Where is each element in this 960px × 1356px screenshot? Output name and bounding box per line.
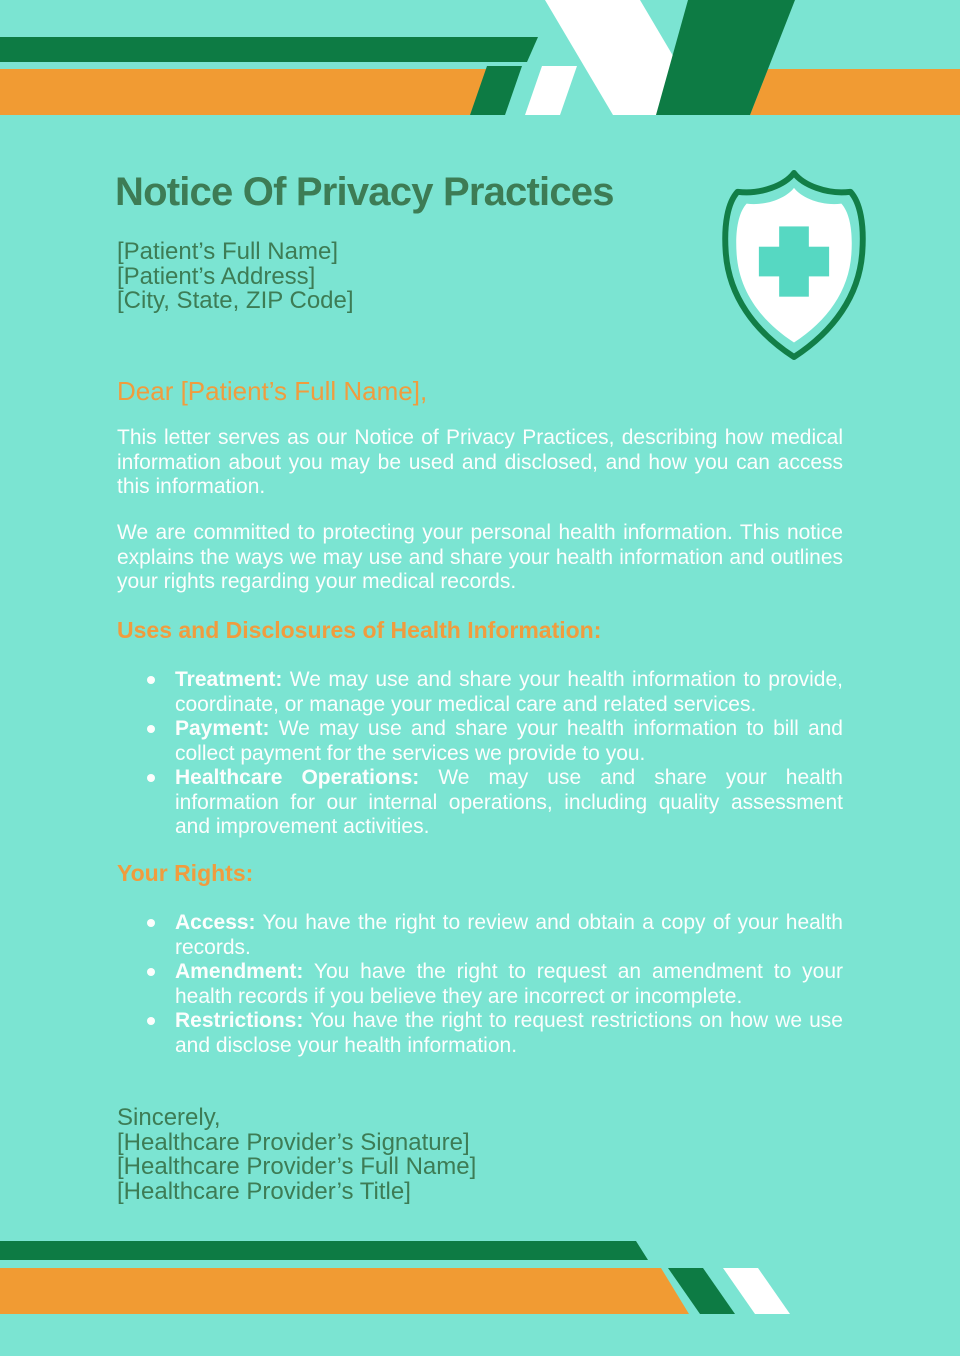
your-rights-list [117, 911, 843, 1058]
intro-paragraph-1: This letter serves as our Notice of Privacy Practices, describing how medical information about you may be used and disclosed, and how you can access this information. [117, 426, 843, 498]
list-item-payment [117, 717, 843, 766]
provider-title-line: [Healthcare Provider’s Title] [117, 1177, 411, 1205]
recipient-name-line: [Patient’s Full Name] [117, 238, 338, 265]
list-item-text: You have the right to request an amendment to your health records if you believe they are incorrect or incomplete. [175, 960, 843, 1008]
list-item-text: We may use and share your health information for our internal operations, including quality assessment and improvement activities. [175, 766, 843, 838]
top-orange-bar-right [750, 69, 960, 115]
top-banner-decoration [0, 0, 960, 116]
list-item-text: We may use and share your health information to bill and collect payment for the services we provide to you. [175, 717, 843, 765]
list-item-text: We may use and share your health information to provide, coordinate, or manage your medical care and related services. [175, 668, 844, 716]
bullet-dot [147, 676, 155, 684]
list-item-lead: Healthcare Operations: [175, 766, 420, 789]
salutation: Dear [Patient’s Full Name], [117, 376, 428, 406]
bullet-dot [147, 774, 155, 782]
list-item-lead: Restrictions: [175, 1009, 304, 1032]
list-item-lead: Payment: [175, 717, 270, 740]
section-heading-uses-disclosures: Uses and Disclosures of Health Information: [117, 617, 602, 643]
list-item-access [117, 911, 843, 960]
list-item-amendment [117, 960, 843, 1009]
intro-paragraph-2: We are committed to protecting your personal health information. This notice explains the ways we may use and share your health information and outlines your rights regarding your medical records. [117, 521, 843, 593]
top-small-white-stripe [525, 66, 577, 115]
bullet-dot [147, 968, 155, 976]
list-item-text: You have the right to review and obtain a copy of your health records. [175, 911, 843, 959]
bullet-dot [147, 919, 155, 927]
bullet-dot [147, 725, 155, 733]
valediction: Sincerely, [117, 1104, 221, 1131]
recipient-address-line: [Patient’s Address] [117, 262, 316, 290]
top-orange-bar-left [0, 69, 487, 115]
closing-block [117, 1106, 476, 1204]
list-item-lead: Treatment: [175, 668, 283, 691]
list-item-healthcare-operations [117, 766, 843, 840]
recipient-block [117, 240, 354, 314]
bottom-small-white-stripe [723, 1268, 790, 1314]
recipient-city-line: [City, State, ZIP Code] [117, 287, 354, 315]
signature-line: [Healthcare Provider’s Signature] [117, 1128, 470, 1156]
list-item-lead: Amendment: [175, 960, 304, 983]
bullet-dot [147, 1017, 155, 1025]
bottom-orange-bar [0, 1268, 689, 1314]
bottom-banner-decoration [0, 1230, 960, 1356]
list-item-treatment [117, 668, 843, 717]
list-item-restrictions [117, 1009, 843, 1058]
list-item-lead: Access: [175, 911, 256, 934]
list-item-text: You have the right to request restrictions on how we use and disclose your health information. [175, 1009, 843, 1057]
section-heading-your-rights: Your Rights: [117, 860, 254, 886]
bottom-green-bar [0, 1241, 648, 1260]
provider-name-line: [Healthcare Provider’s Full Name] [117, 1153, 477, 1181]
top-green-bar [0, 37, 538, 62]
uses-disclosures-list [117, 668, 843, 840]
page-title: Notice Of Privacy Practices [115, 170, 614, 214]
